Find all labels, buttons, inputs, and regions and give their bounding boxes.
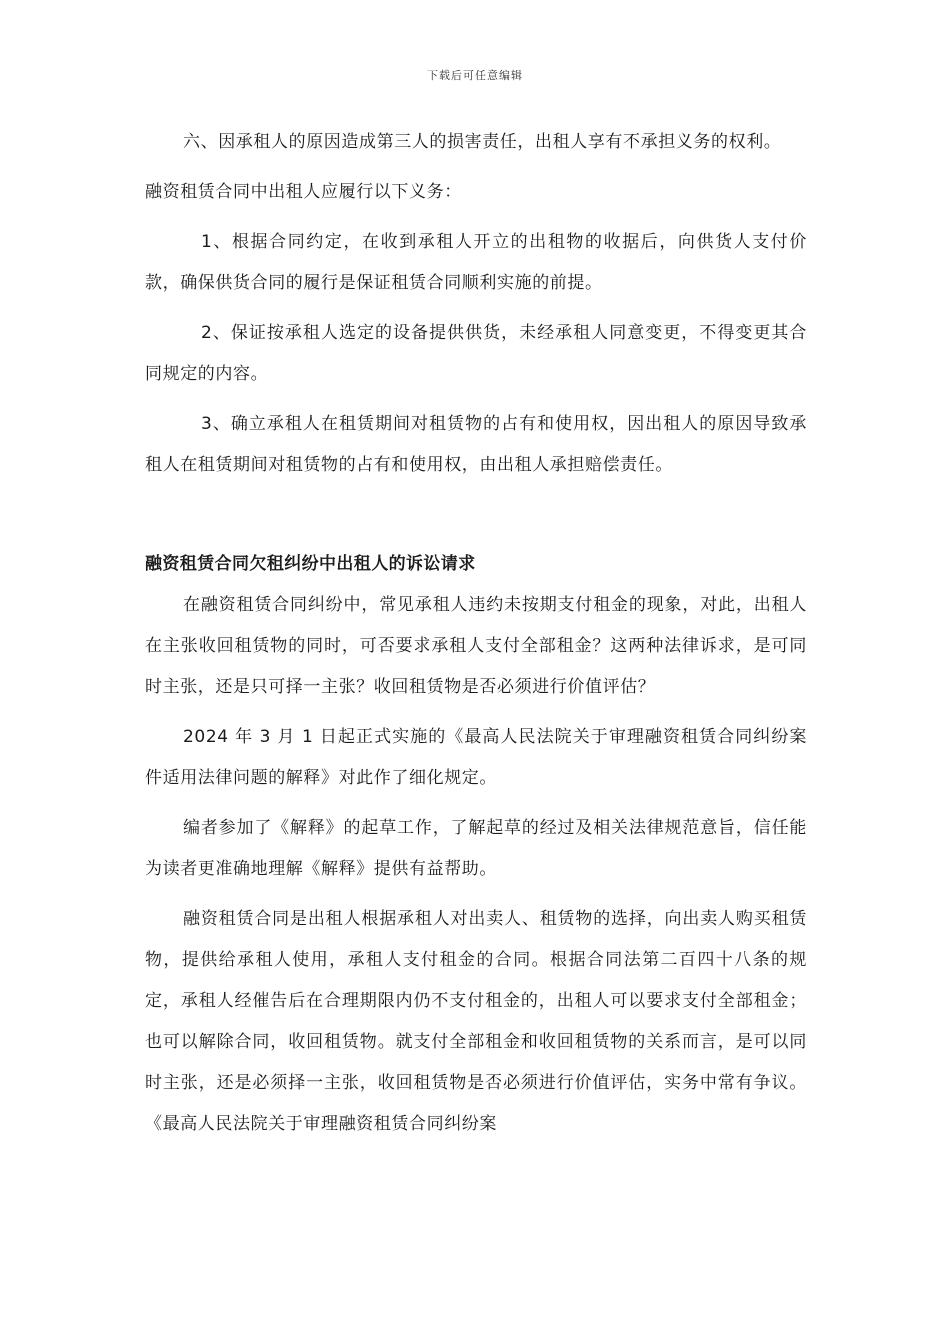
paragraph-interpretation-date: 2024 年 3 月 1 日起正式实施的《最高人民法院关于审理融资租赁合同纠纷案件适用法律问题的解释》对此作了细化规定。 bbox=[145, 727, 807, 788]
section-heading: 融资租赁合同欠租纠纷中出租人的诉讼请求 bbox=[145, 554, 476, 574]
header-note: 下载后可任意编辑 bbox=[427, 69, 523, 82]
paragraph-dispute-question: 在融资租赁合同纠纷中，常见承租人违约未按期支付租金的现象，对此，出租人在主张收回租赁物的同时，可否要求承租人支付全部租金？这两种法律诉求，是可同时主张，还是只可择一主张？收回租赁物是否必须进行价值评估？ bbox=[145, 595, 807, 697]
paragraph-lessor-rights-6: 六、因承租人的原因造成第三人的损害责任，出租人享有不承担义务的权利。 bbox=[183, 132, 782, 152]
document-body bbox=[145, 122, 807, 1145]
paragraph-obligation-3: 3、确立承租人在租赁期间对租赁物的占有和使用权，因出租人的原因导致承租人在租赁期间对租赁物的占有和使用权，由出租人承担赔偿责任。 bbox=[145, 414, 807, 475]
paragraph-lessor-obligations-intro: 融资租赁合同中出租人应履行以下义务： bbox=[145, 182, 462, 202]
paragraph-obligation-1: 1、根据合同约定，在收到承租人开立的出租物的收据后，向供货人支付价款，确保供货合同的履行是保证租赁合同顺利实施的前提。 bbox=[145, 232, 807, 293]
paragraph-editor-note: 编者参加了《解释》的起草工作，了解起草的经过及相关法律规范意旨，信任能为读者更准确地理解《解释》提供有益帮助。 bbox=[145, 818, 807, 879]
paragraph-lease-definition: 融资租赁合同是出租人根据承租人对出卖人、租赁物的选择，向出卖人购买租赁物，提供给承租人使用，承租人支付租金的合同。根据合同法第二百四十八条的规定，承租人经催告后在合理期限内仍不支付租金的，出租人可以要求支付全部租金；也可以解除合同，收回租赁物。就支付全部租金和收回租赁物的关系而言，是可以同时主张，还是必须择一主张，收回租赁物是否必须进行价值评估，实务中常有争议。《最高人民法院关于审理融资租赁合同纠纷案 bbox=[145, 909, 807, 1134]
paragraph-obligation-2: 2、保证按承租人选定的设备提供供货，未经承租人同意变更，不得变更其合同规定的内容。 bbox=[145, 323, 807, 384]
